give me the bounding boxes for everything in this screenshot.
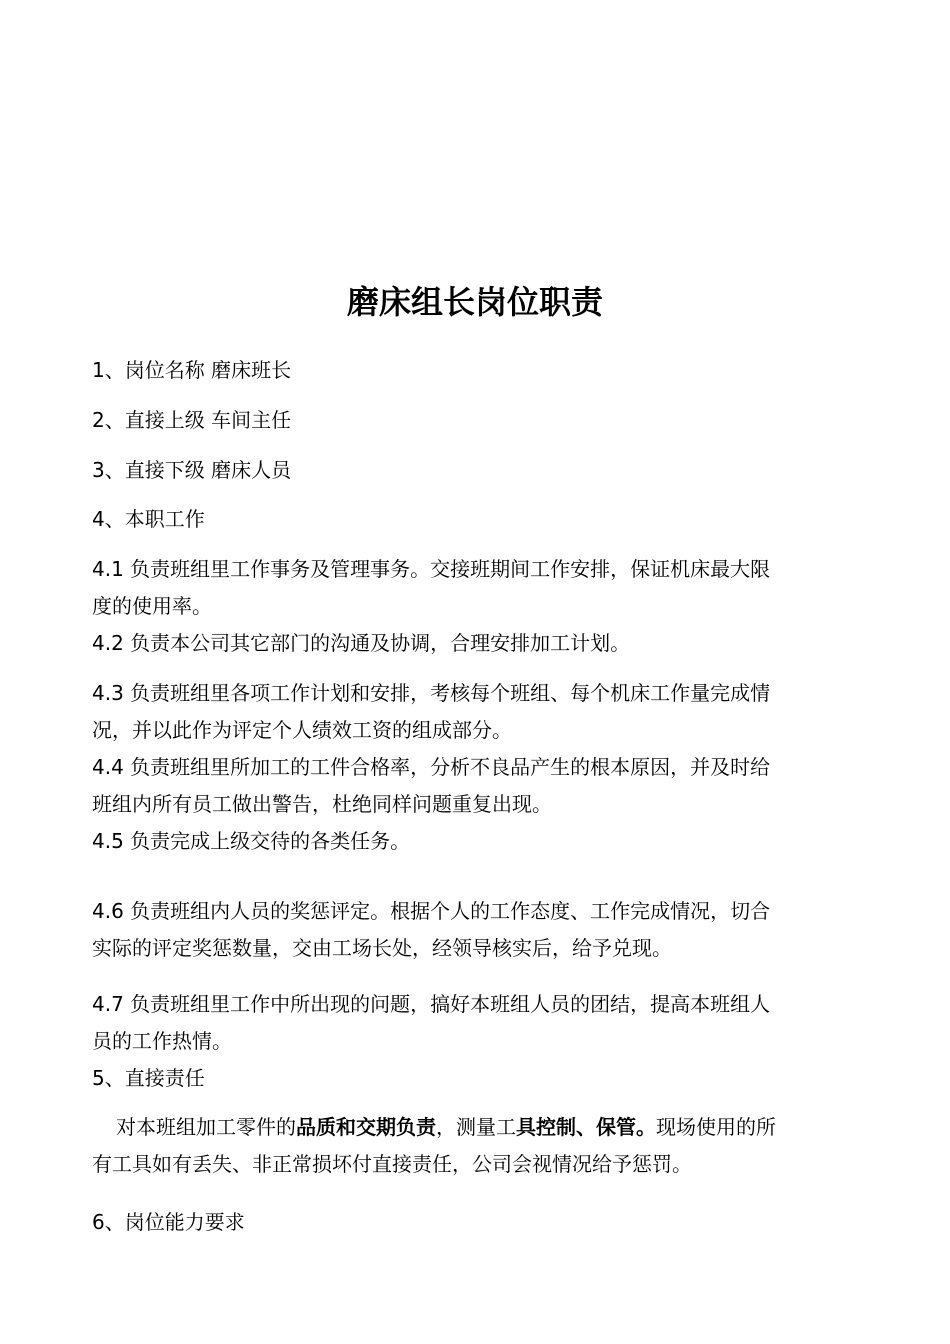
duty-4-7-line1: 4.7 负责班组里工作中所出现的问题，搞好本班组人员的团结，提高本班组人 bbox=[92, 992, 771, 1016]
responsibility-line2: 有工具如有丢失、非正常损坏付直接责任，公司会视情况给予惩罚。 bbox=[92, 1152, 692, 1176]
responsibility-text-3: 现场使用的所 bbox=[656, 1115, 776, 1139]
page-title: 磨床组长岗位职责 bbox=[346, 283, 603, 321]
duty-4-1-line1: 4.1 负责班组里工作事务及管理事务。交接班期间工作安排，保证机床最大限 bbox=[92, 557, 771, 581]
responsibility-text-1: 对本班组加工零件的 bbox=[116, 1115, 296, 1139]
item-direct-responsibility: 5、直接责任 bbox=[92, 1066, 205, 1090]
duty-4-3-line1: 4.3 负责班组里各项工作计划和安排，考核每个班组、每个机床工作量完成情 bbox=[92, 681, 771, 705]
item-duties-heading: 4、本职工作 bbox=[92, 507, 205, 531]
item-direct-subordinate: 3、直接下级 磨床人员 bbox=[92, 458, 292, 482]
duty-4-4-line2: 班组内所有员工做出警告，杜绝同样问题重复出现。 bbox=[92, 792, 552, 816]
duty-4-6-line1: 4.6 负责班组内人员的奖惩评定。根据个人的工作态度、工作完成情况，切合 bbox=[92, 899, 771, 923]
duty-4-5: 4.5 负责完成上级交待的各类任务。 bbox=[92, 829, 411, 853]
item-ability-requirements: 6、岗位能力要求 bbox=[92, 1210, 245, 1234]
responsibility-text-2: ，测量工 bbox=[436, 1115, 516, 1139]
responsibility-line1 bbox=[116, 1109, 886, 1145]
duty-4-1-line2: 度的使用率。 bbox=[92, 594, 212, 618]
duty-4-2: 4.2 负责本公司其它部门的沟通及协调，合理安排加工计划。 bbox=[92, 631, 631, 655]
item-direct-superior: 2、直接上级 车间主任 bbox=[92, 408, 292, 432]
item-post-name: 1、岗位名称 磨床班长 bbox=[92, 358, 292, 382]
responsibility-bold-quality: 品质和交期负责 bbox=[296, 1115, 436, 1139]
duty-4-4-line1: 4.4 负责班组里所加工的工件合格率，分析不良品产生的根本原因，并及时给 bbox=[92, 755, 771, 779]
duty-4-3-line2: 况，并以此作为评定个人绩效工资的组成部分。 bbox=[92, 718, 512, 742]
duty-4-6-line2: 实际的评定奖惩数量，交由工场长处，经领导核实后，给予兑现。 bbox=[92, 936, 672, 960]
duty-4-7-line2: 员的工作热情。 bbox=[92, 1029, 232, 1053]
responsibility-bold-tools: 具控制、保管。 bbox=[516, 1115, 656, 1139]
